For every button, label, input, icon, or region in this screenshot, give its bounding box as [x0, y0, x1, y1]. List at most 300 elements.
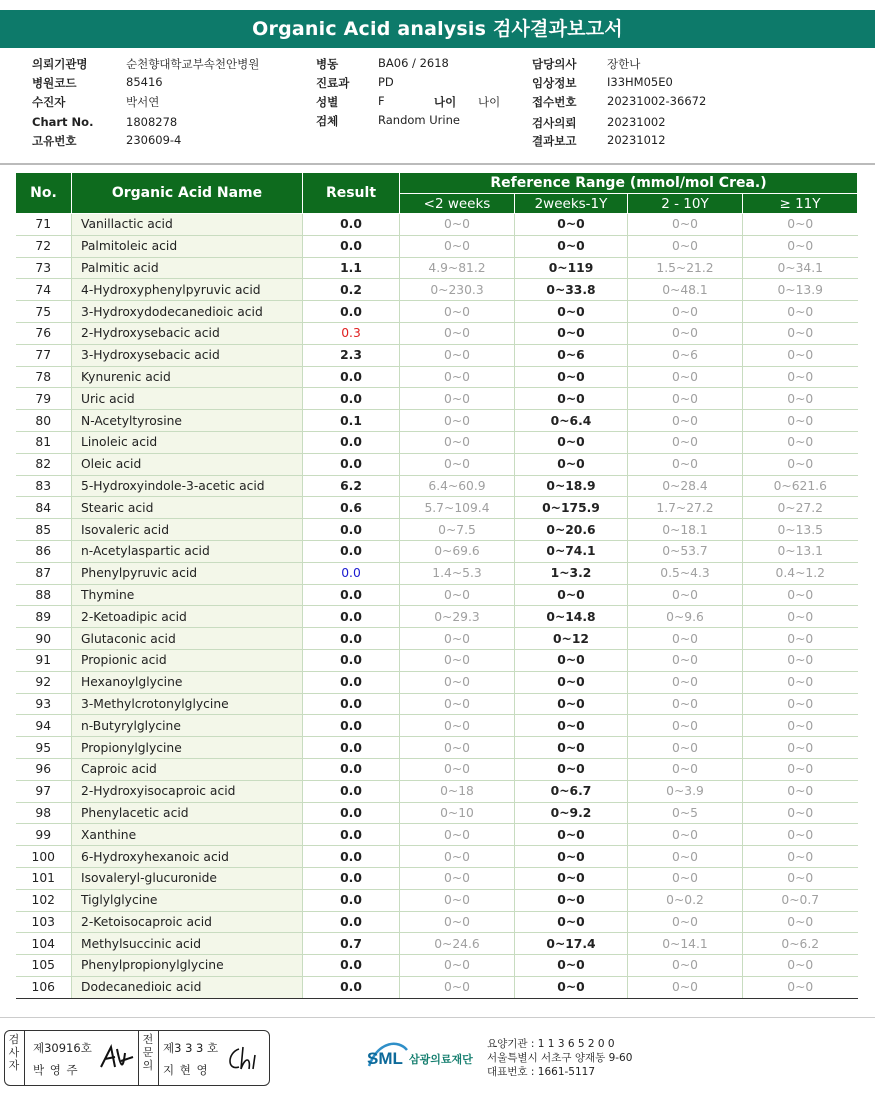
table-row — [16, 780, 858, 802]
table-row — [16, 344, 858, 366]
acid-name: Propionylglycine — [72, 737, 303, 759]
ref-under-2-weeks: 0~10 — [400, 802, 515, 824]
row-number: 100 — [16, 846, 72, 868]
ref-under-2-weeks: 0~0 — [400, 366, 515, 388]
result-value: 0.0 — [303, 453, 400, 475]
ref-11y-plus: 0~0 — [743, 671, 858, 693]
ref-2weeks-1y: 0~119 — [515, 257, 628, 279]
acid-name: Stearic acid — [72, 497, 303, 519]
ref-11y-plus: 0.4~1.2 — [743, 562, 858, 584]
ref-under-2-weeks: 6.4~60.9 — [400, 475, 515, 497]
table-row — [16, 497, 858, 519]
row-number: 92 — [16, 671, 72, 693]
ref-2-10y: 0~28.4 — [628, 475, 743, 497]
ref-2-10y: 0~6 — [628, 344, 743, 366]
table-row — [16, 301, 858, 323]
result-value: 0.0 — [303, 519, 400, 541]
ref-under-2-weeks: 0~24.6 — [400, 933, 515, 955]
acid-name: 2-Hydroxyisocaproic acid — [72, 780, 303, 802]
chart-label: Chart No. — [32, 115, 94, 129]
ref-2-10y: 0.5~4.3 — [628, 562, 743, 584]
ref-2-10y: 0~0 — [628, 671, 743, 693]
chart-value: 1808278 — [126, 115, 178, 129]
ref-2-10y: 0~9.6 — [628, 606, 743, 628]
acid-name: Phenylacetic acid — [72, 802, 303, 824]
ref-under-2-weeks: 0~0 — [400, 235, 515, 257]
table-row — [16, 410, 858, 432]
doctor-label: 담당의사 — [532, 57, 577, 71]
ref-2weeks-1y: 0~14.8 — [515, 606, 628, 628]
table-row — [16, 671, 858, 693]
result-value: 0.0 — [303, 889, 400, 911]
specialist-name: 지 현 영 — [163, 1063, 209, 1077]
table-row — [16, 279, 858, 301]
acid-name: Hexanoylglycine — [72, 671, 303, 693]
col-header-reference: Reference Range (mmol/mol Crea.) — [400, 173, 858, 194]
ref-under-2-weeks: 0~18 — [400, 780, 515, 802]
ref-under-2-weeks: 0~0 — [400, 758, 515, 780]
table-row — [16, 628, 858, 650]
table-row — [16, 824, 858, 846]
ref-2weeks-1y: 0~0 — [515, 758, 628, 780]
ref-2weeks-1y: 0~0 — [515, 301, 628, 323]
ref-2weeks-1y: 0~0 — [515, 693, 628, 715]
acid-name: 4-Hydroxyphenylpyruvic acid — [72, 279, 303, 301]
result-value: 6.2 — [303, 475, 400, 497]
inspector-vertical-label: 검 사 자 — [8, 1033, 20, 1072]
table-row — [16, 540, 858, 562]
report-date-value: 20231012 — [607, 133, 666, 147]
ref-under-2-weeks: 0~0 — [400, 737, 515, 759]
acid-name: Thymine — [72, 584, 303, 606]
ref-2-10y: 1.7~27.2 — [628, 497, 743, 519]
table-row — [16, 933, 858, 955]
row-number: 105 — [16, 955, 72, 977]
results-table — [15, 172, 858, 999]
ref-2weeks-1y: 0~12 — [515, 628, 628, 650]
row-number: 87 — [16, 562, 72, 584]
ref-under-2-weeks: 0~0 — [400, 410, 515, 432]
age-value: 나이 — [478, 95, 501, 109]
specimen-value: Random Urine — [378, 113, 460, 127]
ref-under-2-weeks: 0~0 — [400, 628, 515, 650]
ref-2-10y: 1.5~21.2 — [628, 257, 743, 279]
ref-11y-plus: 0~0 — [743, 693, 858, 715]
row-number: 103 — [16, 911, 72, 933]
ref-2-10y: 0~0.2 — [628, 889, 743, 911]
ref-under-2-weeks: 0~7.5 — [400, 519, 515, 541]
acid-name: Phenylpropionylglycine — [72, 955, 303, 977]
sex-value: F — [378, 94, 385, 108]
ref-2weeks-1y: 0~0 — [515, 235, 628, 257]
ref-11y-plus: 0~13.9 — [743, 279, 858, 301]
result-value: 0.0 — [303, 649, 400, 671]
acid-name: Glutaconic acid — [72, 628, 303, 650]
ref-2-10y: 0~0 — [628, 301, 743, 323]
ref-2weeks-1y: 0~0 — [515, 322, 628, 344]
ref-2-10y: 0~3.9 — [628, 780, 743, 802]
ref-11y-plus: 0~0 — [743, 431, 858, 453]
result-value: 1.1 — [303, 257, 400, 279]
ref-under-2-weeks: 0~0 — [400, 322, 515, 344]
result-value: 0.3 — [303, 322, 400, 344]
acid-name: Vanillactic acid — [72, 214, 303, 236]
acid-name: 2-Ketoisocaproic acid — [72, 911, 303, 933]
row-number: 93 — [16, 693, 72, 715]
ref-11y-plus: 0~0 — [743, 758, 858, 780]
result-value: 0.0 — [303, 431, 400, 453]
signature-box — [4, 1030, 270, 1086]
ref-2weeks-1y: 0~0 — [515, 824, 628, 846]
row-number: 89 — [16, 606, 72, 628]
ref-11y-plus: 0~0 — [743, 780, 858, 802]
row-number: 72 — [16, 235, 72, 257]
ref-2weeks-1y: 0~0 — [515, 867, 628, 889]
ref-2-10y: 0~0 — [628, 628, 743, 650]
ref-under-2-weeks: 4.9~81.2 — [400, 257, 515, 279]
institution-street: 서울특별시 서초구 양재동 9-60 — [487, 1052, 633, 1064]
result-value: 0.0 — [303, 693, 400, 715]
col-header-name: Organic Acid Name — [72, 173, 303, 214]
row-number: 78 — [16, 366, 72, 388]
ref-under-2-weeks: 0~230.3 — [400, 279, 515, 301]
table-row — [16, 889, 858, 911]
row-number: 71 — [16, 214, 72, 236]
ref-2-10y: 0~0 — [628, 824, 743, 846]
ref-2weeks-1y: 0~20.6 — [515, 519, 628, 541]
ref-11y-plus: 0~621.6 — [743, 475, 858, 497]
receipt-value: 20231002-36672 — [607, 94, 707, 108]
specialist-signature — [225, 1043, 263, 1075]
ref-2-10y: 0~0 — [628, 867, 743, 889]
result-value: 0.2 — [303, 279, 400, 301]
ref-11y-plus: 0~6.2 — [743, 933, 858, 955]
col-header-under-2-weeks: <2 weeks — [400, 194, 515, 214]
result-value: 0.0 — [303, 715, 400, 737]
ref-2-10y: 0~0 — [628, 388, 743, 410]
ref-11y-plus: 0~0 — [743, 214, 858, 236]
row-number: 82 — [16, 453, 72, 475]
footer-divider — [0, 1017, 875, 1018]
request-label: 검사의뢰 — [532, 116, 577, 130]
row-number: 75 — [16, 301, 72, 323]
table-row — [16, 802, 858, 824]
ref-2-10y: 0~0 — [628, 649, 743, 671]
row-number: 91 — [16, 649, 72, 671]
result-value: 0.0 — [303, 911, 400, 933]
ref-2weeks-1y: 0~0 — [515, 671, 628, 693]
table-row — [16, 976, 858, 998]
inspector-signature — [97, 1039, 137, 1075]
row-number: 83 — [16, 475, 72, 497]
ref-2weeks-1y: 0~0 — [515, 649, 628, 671]
ref-11y-plus: 0~27.2 — [743, 497, 858, 519]
acid-name: n-Butyrylglycine — [72, 715, 303, 737]
ref-2-10y: 0~53.7 — [628, 540, 743, 562]
acid-name: Phenylpyruvic acid — [72, 562, 303, 584]
ref-11y-plus: 0~0.7 — [743, 889, 858, 911]
result-value: 0.0 — [303, 628, 400, 650]
row-number: 76 — [16, 322, 72, 344]
col-header-no: No. — [16, 173, 72, 214]
institution-phone: 대표번호 : 1661-5117 — [487, 1066, 596, 1078]
result-value: 0.0 — [303, 780, 400, 802]
result-value: 0.0 — [303, 671, 400, 693]
ref-under-2-weeks: 0~0 — [400, 671, 515, 693]
ref-2weeks-1y: 0~33.8 — [515, 279, 628, 301]
ref-11y-plus: 0~0 — [743, 649, 858, 671]
ref-2weeks-1y: 0~0 — [515, 715, 628, 737]
inspector-name: 박 영 주 — [33, 1063, 79, 1077]
acid-name: 2-Hydroxysebacic acid — [72, 322, 303, 344]
table-row — [16, 519, 858, 541]
acid-name: Isovaleryl-glucuronide — [72, 867, 303, 889]
row-number: 98 — [16, 802, 72, 824]
col-header-2weeks-1y: 2weeks-1Y — [515, 194, 628, 214]
ref-2weeks-1y: 0~0 — [515, 846, 628, 868]
acid-name: 3-Methylcrotonylglycine — [72, 693, 303, 715]
ref-2-10y: 0~0 — [628, 955, 743, 977]
ref-2weeks-1y: 1~3.2 — [515, 562, 628, 584]
ref-11y-plus: 0~0 — [743, 628, 858, 650]
dept-value: PD — [378, 75, 394, 89]
svg-text:SML: SML — [367, 1049, 403, 1068]
row-number: 101 — [16, 867, 72, 889]
ref-under-2-weeks: 0~0 — [400, 889, 515, 911]
ref-2weeks-1y: 0~0 — [515, 453, 628, 475]
table-row — [16, 453, 858, 475]
ref-2-10y: 0~0 — [628, 737, 743, 759]
ref-11y-plus: 0~0 — [743, 410, 858, 432]
ref-under-2-weeks: 0~0 — [400, 867, 515, 889]
ref-2-10y: 0~0 — [628, 584, 743, 606]
result-value: 0.0 — [303, 301, 400, 323]
ref-2weeks-1y: 0~0 — [515, 366, 628, 388]
hospital-value: 순천향대학교부속천안병원 — [126, 57, 260, 71]
acid-name: 3-Hydroxydodecanedioic acid — [72, 301, 303, 323]
ref-under-2-weeks: 0~0 — [400, 301, 515, 323]
ref-under-2-weeks: 1.4~5.3 — [400, 562, 515, 584]
request-value: 20231002 — [607, 115, 666, 129]
ref-under-2-weeks: 0~69.6 — [400, 540, 515, 562]
patient-label: 수진자 — [32, 95, 66, 109]
result-value: 0.0 — [303, 737, 400, 759]
ref-2-10y: 0~14.1 — [628, 933, 743, 955]
table-row — [16, 366, 858, 388]
result-value: 0.6 — [303, 497, 400, 519]
age-label: 나이 — [434, 95, 457, 109]
table-row — [16, 388, 858, 410]
table-row — [16, 475, 858, 497]
row-number: 77 — [16, 344, 72, 366]
ref-2weeks-1y: 0~0 — [515, 431, 628, 453]
ref-11y-plus: 0~0 — [743, 846, 858, 868]
ref-2weeks-1y: 0~17.4 — [515, 933, 628, 955]
ref-2-10y: 0~5 — [628, 802, 743, 824]
result-value: 0.0 — [303, 366, 400, 388]
acid-name: Uric acid — [72, 388, 303, 410]
ref-2weeks-1y: 0~175.9 — [515, 497, 628, 519]
ref-2weeks-1y: 0~0 — [515, 737, 628, 759]
ref-2weeks-1y: 0~74.1 — [515, 540, 628, 562]
acid-name: Oleic acid — [72, 453, 303, 475]
result-value: 0.0 — [303, 584, 400, 606]
dept-label: 진료과 — [316, 76, 350, 90]
table-row — [16, 431, 858, 453]
ref-under-2-weeks: 0~0 — [400, 911, 515, 933]
inspector-license: 제30916호 — [33, 1041, 92, 1055]
ref-11y-plus: 0~0 — [743, 715, 858, 737]
table-row — [16, 737, 858, 759]
result-value: 0.0 — [303, 846, 400, 868]
ref-2weeks-1y: 0~0 — [515, 388, 628, 410]
ref-2-10y: 0~0 — [628, 846, 743, 868]
uid-label: 고유번호 — [32, 134, 77, 148]
result-value: 0.0 — [303, 976, 400, 998]
acid-name: Isovaleric acid — [72, 519, 303, 541]
hospital-label: 의뢰기관명 — [32, 57, 88, 71]
row-number: 81 — [16, 431, 72, 453]
ref-under-2-weeks: 0~0 — [400, 846, 515, 868]
result-value: 0.0 — [303, 758, 400, 780]
ref-under-2-weeks: 0~0 — [400, 976, 515, 998]
ref-2weeks-1y: 0~0 — [515, 584, 628, 606]
ref-11y-plus: 0~0 — [743, 976, 858, 998]
ref-under-2-weeks: 0~0 — [400, 649, 515, 671]
acid-name: Dodecanedioic acid — [72, 976, 303, 998]
row-number: 88 — [16, 584, 72, 606]
result-value: 0.0 — [303, 824, 400, 846]
sex-label: 성별 — [316, 95, 339, 109]
ref-11y-plus: 0~13.5 — [743, 519, 858, 541]
ref-2weeks-1y: 0~0 — [515, 214, 628, 236]
ref-2weeks-1y: 0~0 — [515, 911, 628, 933]
ref-2-10y: 0~0 — [628, 235, 743, 257]
ref-11y-plus: 0~0 — [743, 911, 858, 933]
ref-2weeks-1y: 0~6 — [515, 344, 628, 366]
table-row — [16, 693, 858, 715]
ref-under-2-weeks: 0~0 — [400, 715, 515, 737]
ref-2-10y: 0~0 — [628, 758, 743, 780]
row-number: 79 — [16, 388, 72, 410]
specialist-vertical-label: 전 문 의 — [142, 1033, 154, 1072]
row-number: 80 — [16, 410, 72, 432]
code-label: 병원코드 — [32, 76, 77, 90]
ref-11y-plus: 0~0 — [743, 802, 858, 824]
institution-address — [487, 1037, 632, 1079]
clinical-label: 임상정보 — [532, 76, 577, 90]
ref-2weeks-1y: 0~0 — [515, 955, 628, 977]
ref-11y-plus: 0~0 — [743, 606, 858, 628]
ref-11y-plus: 0~13.1 — [743, 540, 858, 562]
result-value: 2.3 — [303, 344, 400, 366]
ref-11y-plus: 0~0 — [743, 867, 858, 889]
acid-name: Methylsuccinic acid — [72, 933, 303, 955]
ref-2weeks-1y: 0~9.2 — [515, 802, 628, 824]
table-row — [16, 257, 858, 279]
ref-2-10y: 0~0 — [628, 431, 743, 453]
result-value: 0.0 — [303, 540, 400, 562]
row-number: 85 — [16, 519, 72, 541]
acid-name: Palmitoleic acid — [72, 235, 303, 257]
acid-name: n-Acetylaspartic acid — [72, 540, 303, 562]
table-row — [16, 911, 858, 933]
col-header-2-10y: 2 - 10Y — [628, 194, 743, 214]
acid-name: Palmitic acid — [72, 257, 303, 279]
acid-name: Caproic acid — [72, 758, 303, 780]
result-value: 0.0 — [303, 606, 400, 628]
table-row — [16, 322, 858, 344]
ref-2weeks-1y: 0~0 — [515, 976, 628, 998]
ref-2-10y: 0~0 — [628, 366, 743, 388]
ref-under-2-weeks: 0~0 — [400, 584, 515, 606]
ref-11y-plus: 0~0 — [743, 322, 858, 344]
ref-under-2-weeks: 0~0 — [400, 388, 515, 410]
result-value: 0.0 — [303, 214, 400, 236]
report-title: Organic Acid analysis 검사결과보고서 — [0, 10, 875, 48]
row-number: 94 — [16, 715, 72, 737]
acid-name: Propionic acid — [72, 649, 303, 671]
ref-2-10y: 0~0 — [628, 693, 743, 715]
ref-2-10y: 0~0 — [628, 410, 743, 432]
table-row — [16, 867, 858, 889]
row-number: 90 — [16, 628, 72, 650]
result-value: 0.7 — [303, 933, 400, 955]
ref-under-2-weeks: 0~0 — [400, 453, 515, 475]
col-header-result: Result — [303, 173, 400, 214]
row-number: 74 — [16, 279, 72, 301]
foundation-name: 삼광의료재단 — [409, 1053, 473, 1066]
ref-2-10y: 0~48.1 — [628, 279, 743, 301]
ref-11y-plus: 0~0 — [743, 737, 858, 759]
ref-11y-plus: 0~0 — [743, 344, 858, 366]
specimen-label: 검체 — [316, 114, 339, 128]
institution-code: 요양기관 : 1 1 3 6 5 2 0 0 — [487, 1038, 615, 1050]
row-number: 99 — [16, 824, 72, 846]
table-row — [16, 649, 858, 671]
ref-under-2-weeks: 0~0 — [400, 693, 515, 715]
ref-11y-plus: 0~0 — [743, 453, 858, 475]
acid-name: 3-Hydroxysebacic acid — [72, 344, 303, 366]
ref-11y-plus: 0~34.1 — [743, 257, 858, 279]
ref-under-2-weeks: 0~0 — [400, 824, 515, 846]
row-number: 96 — [16, 758, 72, 780]
col-header-11y-plus: ≥ 11Y — [743, 194, 858, 214]
result-value: 0.0 — [303, 388, 400, 410]
ref-2-10y: 0~0 — [628, 715, 743, 737]
table-row — [16, 214, 858, 236]
row-number: 86 — [16, 540, 72, 562]
acid-name: Linoleic acid — [72, 431, 303, 453]
table-row — [16, 235, 858, 257]
ref-11y-plus: 0~0 — [743, 388, 858, 410]
doctor-value: 장한나 — [607, 57, 641, 71]
result-value: 0.0 — [303, 955, 400, 977]
ref-11y-plus: 0~0 — [743, 366, 858, 388]
ref-11y-plus: 0~0 — [743, 235, 858, 257]
uid-value: 230609-4 — [126, 133, 182, 147]
ref-11y-plus: 0~0 — [743, 955, 858, 977]
table-row — [16, 606, 858, 628]
ref-under-2-weeks: 0~0 — [400, 214, 515, 236]
acid-name: Kynurenic acid — [72, 366, 303, 388]
ref-2-10y: 0~0 — [628, 911, 743, 933]
header-divider — [0, 163, 875, 165]
code-value: 85416 — [126, 75, 163, 89]
result-value: 0.0 — [303, 802, 400, 824]
ref-under-2-weeks: 0~29.3 — [400, 606, 515, 628]
result-value: 0.1 — [303, 410, 400, 432]
